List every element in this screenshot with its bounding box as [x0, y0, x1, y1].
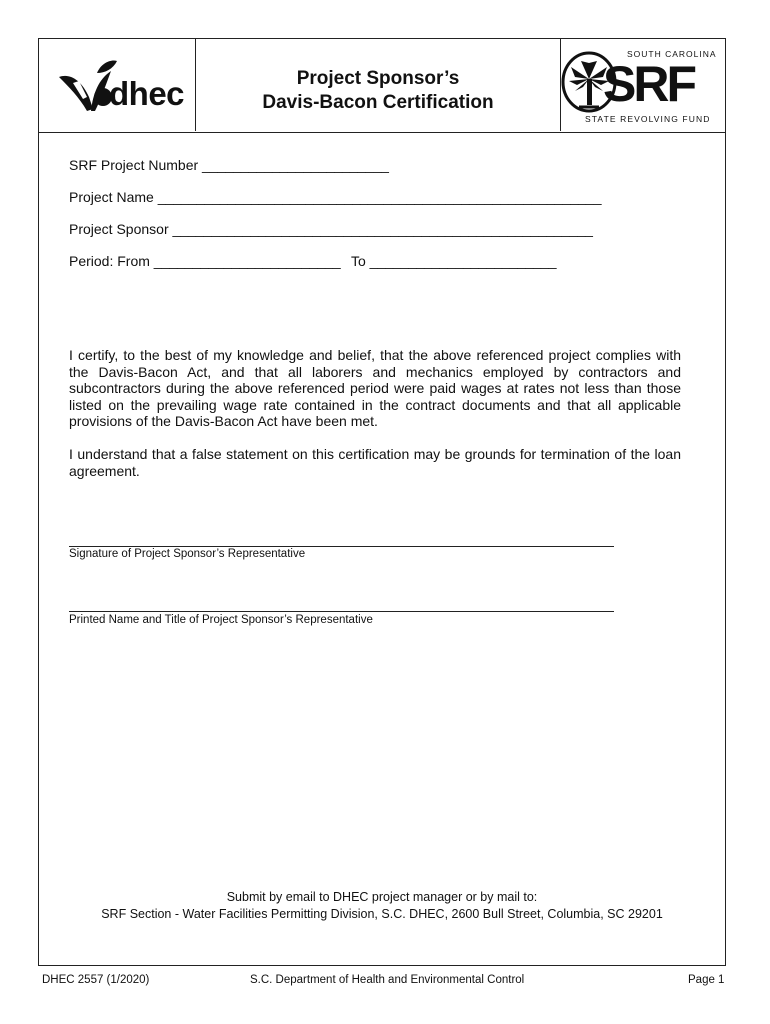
false-statement-paragraph: I understand that a false statement on this certification may be grounds for termination of the loan agreement.: [69, 446, 681, 479]
srf-logo: [561, 39, 725, 131]
dhec-logo: [39, 39, 196, 131]
srf-logo-letters: SRF: [603, 56, 694, 112]
project-name-field[interactable]: Project Name _________________________________________________________: [69, 189, 602, 205]
printed-name-caption: Printed Name and Title of Project Sponsor’s Representative: [69, 614, 373, 626]
dhec-logo-text: dhec: [109, 75, 185, 112]
form-number: DHEC 2557 (1/2020): [42, 974, 150, 986]
period-to-field[interactable]: To ________________________: [351, 253, 557, 269]
project-sponsor-field[interactable]: Project Sponsor ______________________________________________________: [69, 221, 593, 237]
signature-line[interactable]: [69, 546, 614, 547]
submit-instructions: [39, 889, 725, 923]
period-from-field[interactable]: Period: From ________________________: [69, 253, 341, 269]
srf-logo-bottom-text: STATE REVOLVING FUND: [585, 114, 711, 124]
form-frame: [38, 38, 726, 966]
title-line-2: Davis-Bacon Certification: [262, 92, 494, 113]
printed-name-line[interactable]: [69, 611, 614, 612]
title-line-1: Project Sponsor’s: [296, 68, 460, 89]
page-number: Page 1: [688, 974, 725, 986]
certification-paragraph: I certify, to the best of my knowledge and belief, that the above referenced project complies with the Davis-Bacon Act, and that all laborers and mechanics employed by contractors and subcontractors during the above referenced period were paid wages at rates not less than those listed on the prevailing wage rate contained in the contract documents and that all applicable provisions of the Davis-Bacon Act have been met.: [69, 347, 681, 429]
signature-caption: Signature of Project Sponsor’s Representative: [69, 548, 306, 560]
submit-line-2: SRF Section - Water Facilities Permitting Division, S.C. DHEC, 2600 Bull Street, Columbia, SC 29201: [101, 907, 663, 921]
project-number-field[interactable]: SRF Project Number ________________________: [69, 157, 389, 173]
form-title: [196, 39, 561, 131]
submit-line-1: Submit by email to DHEC project manager or by mail to:: [226, 890, 538, 904]
agency-name: S.C. Department of Health and Environmental Control: [250, 974, 525, 986]
srf-logo-top-text: SOUTH CAROLINA: [627, 49, 717, 59]
form-header: [39, 39, 725, 133]
